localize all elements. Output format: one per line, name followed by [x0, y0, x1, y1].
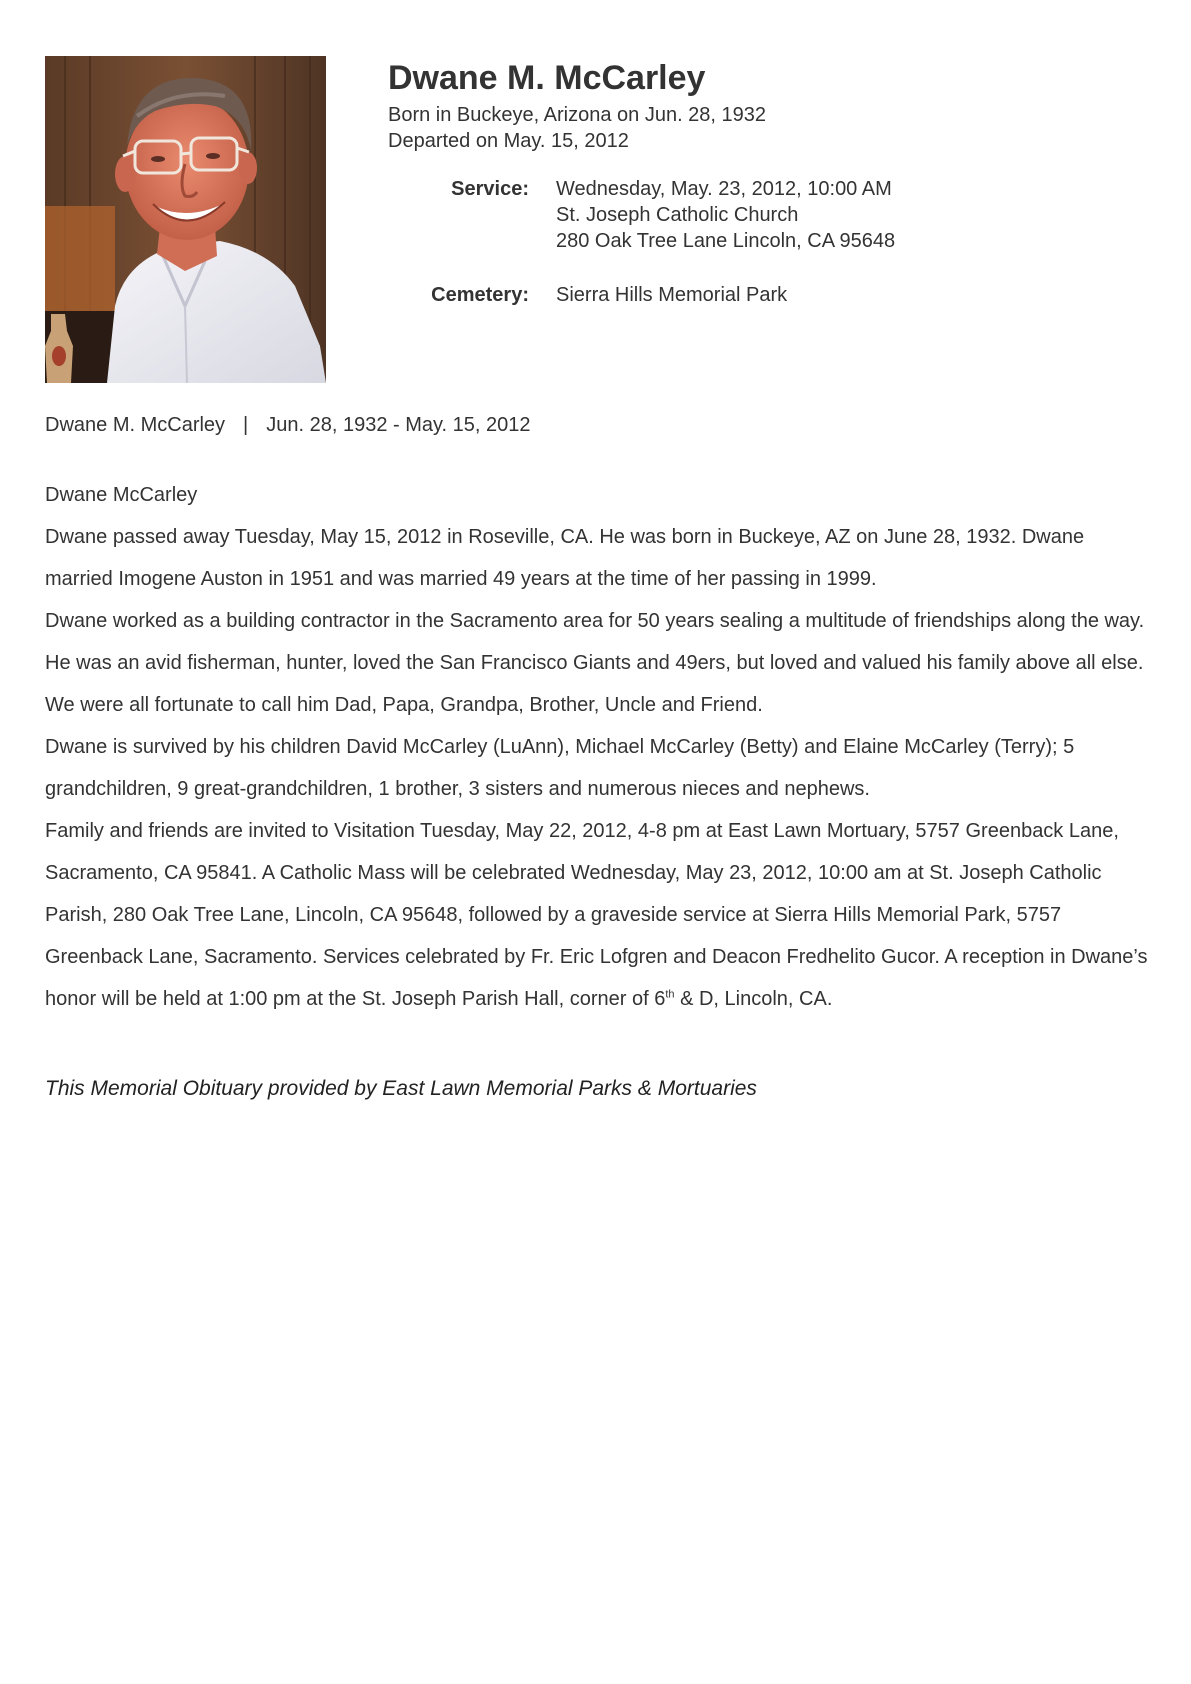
cemetery-name: Sierra Hills Memorial Park [556, 284, 788, 306]
portrait-photo [45, 56, 326, 383]
body-paragraph-2: Dwane worked as a building contractor in the Sacramento area for 50 years sealing a multitude of friendships along the way. He was an avid fisherman, hunter, loved the San Francisco Giants and 49ers, but loved and valued his family above all else. We were all fortunate to call him Dad, Papa, Grandpa, Brother, Uncle and Friend. [45, 610, 1145, 716]
service-row [388, 176, 1148, 254]
provider-credit: This Memorial Obituary provided by East Lawn Memorial Parks & Mortuaries [45, 1077, 757, 1100]
summary-separator: | [243, 414, 249, 436]
service-values [556, 176, 1148, 254]
service-address: 280 Oak Tree Lane Lincoln, CA 95648 [556, 230, 896, 252]
body-paragraph-3: Dwane is survived by his children David McCarley (LuAnn), Michael McCarley (Betty) and Elaine McCarley (Terry); 5 grandchildren, 9 great-grandchildren, 1 brother, 3 sisters and numerous nieces and nephews. [45, 736, 1075, 800]
born-line: Born in Buckeye, Arizona on Jun. 28, 1932 [388, 104, 767, 126]
summary-line [45, 412, 531, 438]
cemetery-label: Cemetery: [431, 284, 529, 306]
service-datetime: Wednesday, May. 23, 2012, 10:00 AM [556, 178, 892, 200]
body-paragraph-4 [45, 810, 1155, 1020]
service-details [388, 176, 1148, 308]
departed-line: Departed on May. 15, 2012 [388, 130, 629, 152]
body-paragraph-4-end: & D, Lincoln, CA. [674, 988, 833, 1010]
summary-name: Dwane M. McCarley [45, 414, 226, 436]
summary-dates: Jun. 28, 1932 - May. 15, 2012 [266, 414, 531, 436]
service-venue: St. Joseph Catholic Church [556, 204, 799, 226]
body-paragraph-4-text: Family and friends are invited to Visitation Tuesday, May 22, 2012, 4-8 pm at East Lawn Mortuary, 5757 Greenback Lane, Sacramento, CA 95841. A Catholic Mass will be celebrated Wednesday, May 23, 2012, 10:00 am at St. Joseph Catholic Parish, 280 Oak Tree Lane, Lincoln, CA 95648, followed by a graveside service at Sierra Hills Memorial Park, 5757 Greenback Lane, Sacramento. Services celebrated by Fr. Eric Lofgren and Deacon Fredhelito Gucor. A reception in Dwane’s honor will be held at 1:00 pm at the St. Joseph Parish Hall, corner of 6 [45, 820, 1148, 1010]
obituary-body [45, 474, 1155, 1020]
body-paragraph-1: Dwane passed away Tuesday, May 15, 2012 in Roseville, CA. He was born in Buckeye, AZ on June 28, 1932. Dwane married Imogene Auston in 1951 and was married 49 years at the time of her passing in 1999. [45, 526, 1085, 590]
cemetery-row [388, 282, 1148, 308]
obituary-header [388, 54, 1148, 308]
deceased-name: Dwane M. McCarley [388, 59, 706, 97]
ordinal-suffix: th [665, 988, 675, 1001]
service-label: Service: [451, 178, 529, 200]
body-heading: Dwane McCarley [45, 484, 198, 506]
